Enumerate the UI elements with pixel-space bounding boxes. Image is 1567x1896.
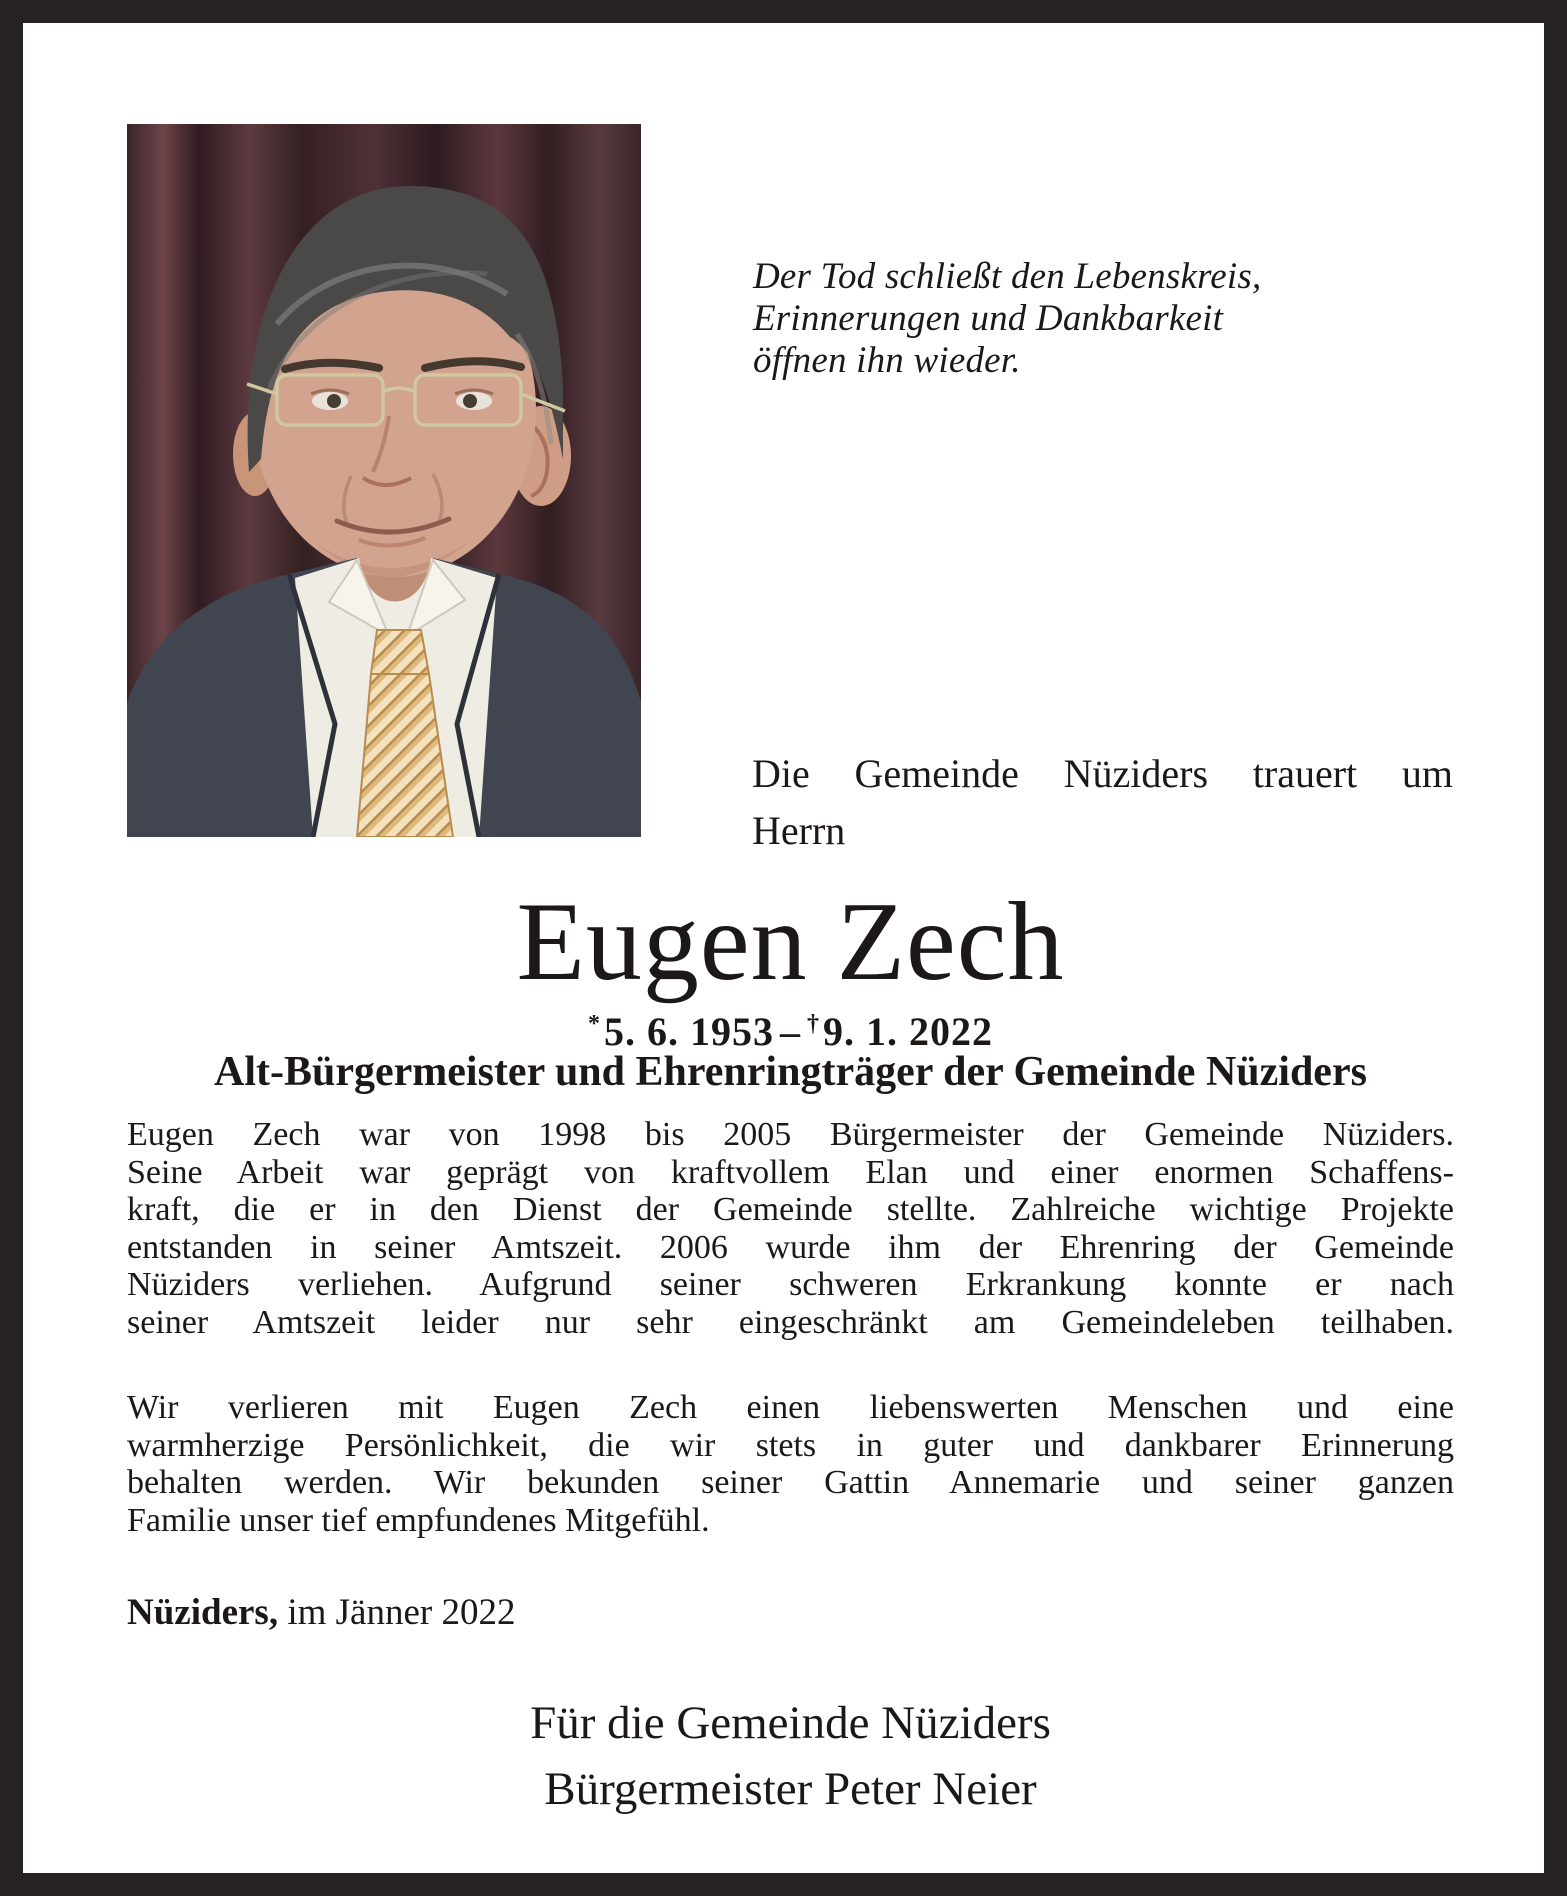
text-line: Eugen Zech war von 1998 bis 2005 Bürgermeister der Gemeinde Nüziders. [127, 1116, 1454, 1153]
life-dates [127, 1002, 1454, 1054]
text-line: Bürgermeister Peter Neier [544, 1763, 1037, 1815]
text-line: Wir verlieren mit Eugen Zech einen liebenswerten Menschen und eine [127, 1389, 1454, 1426]
text-line: Der Tod schließt den Lebenskreis, [753, 256, 1262, 297]
portrait-photo [127, 124, 641, 837]
text-line: kraft, die er in den Dienst der Gemeinde stellte. Zahlreiche wichtige Projekte [127, 1191, 1454, 1229]
death-date: 9. 1. 2022 [823, 1009, 993, 1054]
birth-star-icon: * [588, 1011, 601, 1037]
memorial-quote [753, 256, 1363, 382]
place-and-date [127, 1591, 1454, 1635]
dates-separator: – [780, 1009, 801, 1054]
death-cross-icon: † [807, 1011, 820, 1037]
text-line: öffnen ihn wieder. [753, 340, 1021, 381]
obituary-paragraph-2 [127, 1389, 1454, 1539]
text-line: Familie unser tief empfundenes Mitgefühl. [127, 1501, 710, 1539]
text-line: behalten werden. Wir bekunden seiner Gattin Annemarie und seiner ganzen [127, 1464, 1454, 1502]
text-line: Herrn [752, 808, 846, 853]
text-line: Erinnerungen und Dankbarkeit [753, 298, 1224, 339]
text-line: seiner Amtszeit leider nur sehr eingeschränkt am Gemeindeleben teilhaben. [127, 1303, 1454, 1341]
text-line: warmherzige Persönlichkeit, die wir stets in guter und dankbarer Erinnerung [127, 1426, 1454, 1464]
place-name: Nüziders, [127, 1592, 279, 1633]
deceased-name: Eugen Zech [516, 880, 1065, 1004]
honorific-line: Alt-Bürgermeister und Ehrenringträger der Gemeinde Nüziders [214, 1049, 1367, 1095]
text-line: Seine Arbeit war geprägt von kraftvollem Elan und einer enormen Schaffens- [127, 1153, 1454, 1191]
text-line: Für die Gemeinde Nüziders [530, 1697, 1051, 1749]
mourning-intro [752, 745, 1453, 859]
right-eye-iris [463, 394, 477, 408]
closing-signature [127, 1690, 1454, 1822]
portrait-photo-svg [127, 124, 641, 837]
text-line: Nüziders verliehen. Aufgrund seiner schweren Erkrankung konnte er nach [127, 1266, 1454, 1304]
obituary-paragraph-1 [127, 1116, 1454, 1342]
left-eye-iris [327, 394, 341, 408]
date-text: im Jänner 2022 [287, 1592, 516, 1633]
birth-date: 5. 6. 1953 [604, 1009, 774, 1054]
text-line: entstanden in seiner Amtszeit. 2006 wurde ihm der Ehrenring der Gemeinde [127, 1228, 1454, 1266]
tie-knot [371, 630, 429, 674]
text-line: Die Gemeinde Nüziders trauert um [752, 751, 1453, 796]
